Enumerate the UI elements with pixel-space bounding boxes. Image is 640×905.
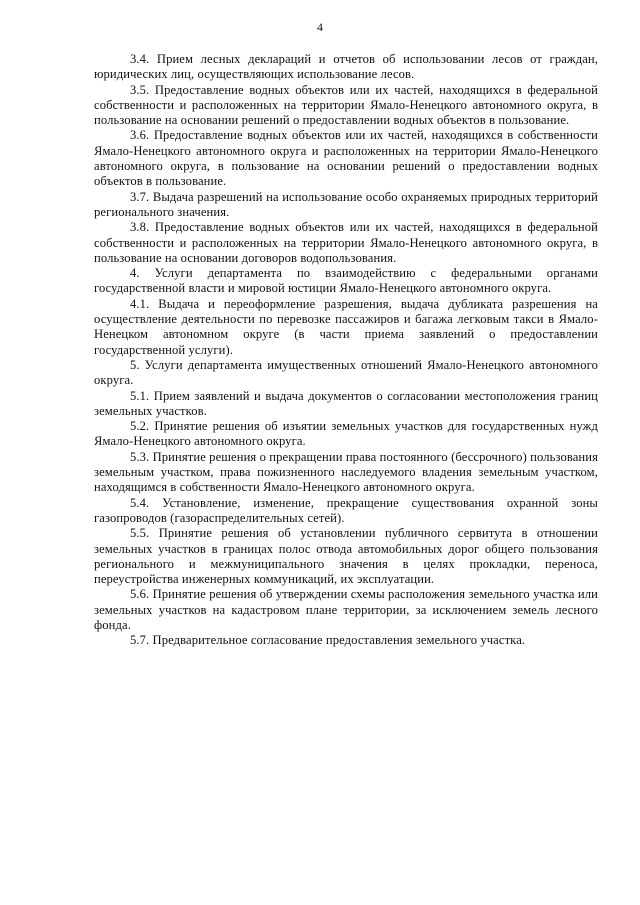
paragraph-5-1: 5.1. Прием заявлений и выдача документов о согласовании местоположения границ земельных участков.: [94, 388, 598, 418]
paragraph-3-4: 3.4. Прием лесных деклараций и отчетов об использовании лесов от граждан, юридических лиц, осуществляющих использование лесов.: [94, 52, 598, 82]
paragraph-5-7: 5.7. Предварительное согласование предоставления земельного участка.: [130, 633, 526, 648]
document-body: [94, 52, 598, 649]
paragraph-5: 5. Услуги департамента имущественных отношений Ямало-Ненецкого автономного округа.: [94, 357, 598, 388]
paragraph-3-8: 3.8. Предоставление водных объектов или их частей, находящихся в федеральной собственности и расположенных на территории Ямало-Ненецкого автономного округа, в пользование на основании договоров водопользования.: [94, 220, 598, 265]
paragraph-4-1: 4.1. Выдача и переоформление разрешения, выдача дубликата разрешения на осуществление деятельности по перевозке пассажиров и багажа легковым такси в Ямало-Ненецком автономном округе (в части приема заявлений о предоставлении государственной услуги).: [94, 296, 598, 357]
paragraph-5-4: 5.4. Установление, изменение, прекращение существования охранной зоны газопроводов (газораспределительных сетей).: [94, 495, 598, 525]
paragraph-5-2: 5.2. Принятие решения об изъятии земельных участков для государственных нужд Ямало-Ненецкого автономного округа.: [94, 419, 598, 449]
paragraph-4: 4. Услуги департамента по взаимодействию с федеральными органами государственной власти и мировой юстиции Ямало-Ненецкого автономного округа.: [94, 266, 598, 296]
paragraph-3-5: 3.5. Предоставление водных объектов или их частей, находящихся в федеральной собственности и расположенных на территории Ямало-Ненецкого автономного округа, в пользование на основании решений о предоставлении водных объектов в пользование.: [94, 82, 598, 128]
paragraph-5-5: 5.5. Принятие решения об установлении публичного сервитута в отношении земельных участков в границах полос отвода автомобильных дорог общего пользования регионального и межмуниципального значения в целях прокладки, переноса, переустройства инженерных коммуникаций, их эксплуатации.: [94, 526, 598, 587]
paragraph-3-7: 3.7. Выдача разрешений на использование особо охраняемых природных территорий регионального значения.: [94, 189, 598, 219]
page-number: 4: [317, 20, 323, 34]
paragraph-5-6: 5.6. Принятие решения об утверждении схемы расположения земельного участка или земельных участков на кадастровом плане территории, за исключением земель лесного фонда.: [94, 587, 598, 632]
paragraph-5-3: 5.3. Принятие решения о прекращении права постоянного (бессрочного) пользования земельным участком, права пожизненного наследуемого владения земельным участком, находящимся в собственности Ямало-Ненецкого автономного округа.: [94, 449, 598, 495]
paragraph-3-6: 3.6. Предоставление водных объектов или их частей, находящихся в собственности Ямало-Ненецкого автономного округа и расположенных на территории Ямало-Ненецкого автономного округа, в пользование на основании решений о предоставлении водных объектов в пользование.: [94, 128, 598, 189]
